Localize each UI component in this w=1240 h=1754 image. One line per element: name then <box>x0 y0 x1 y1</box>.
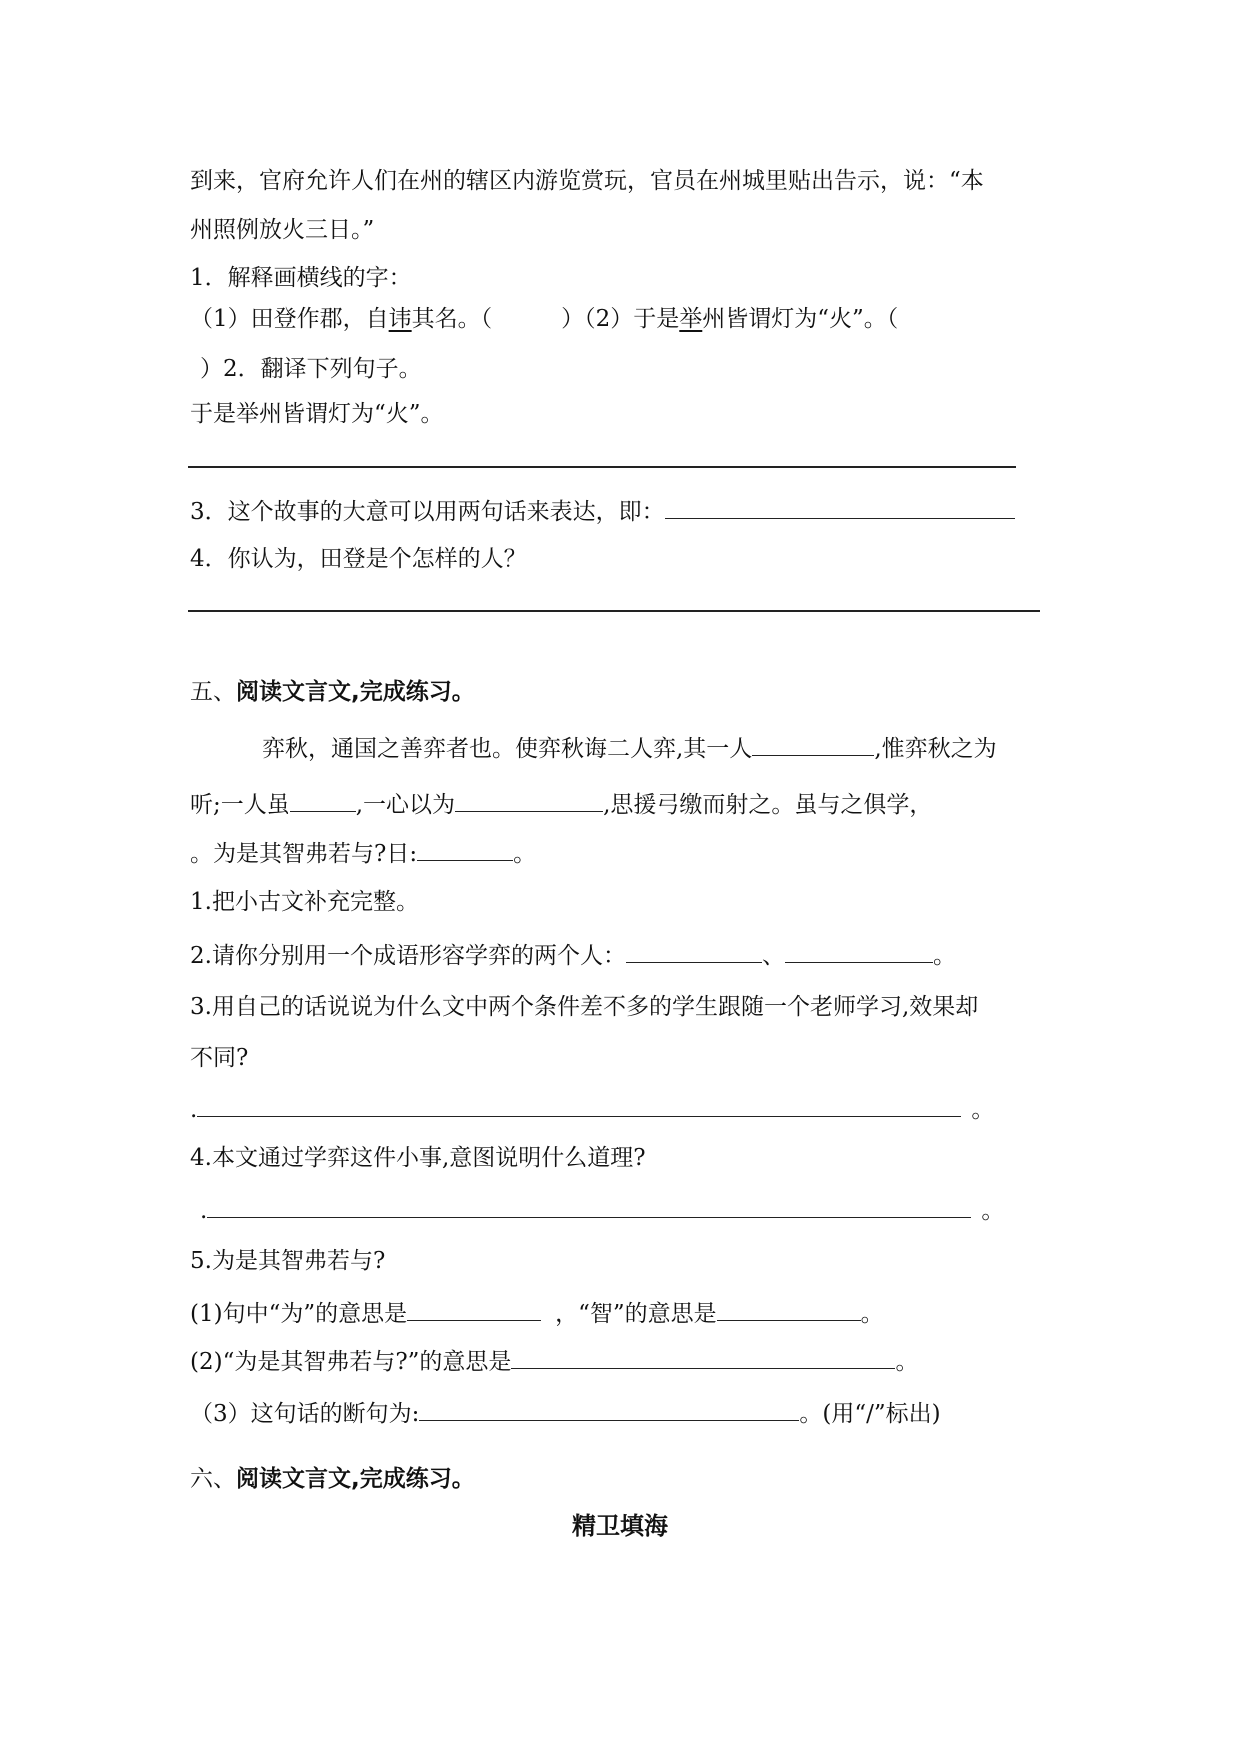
text: (1)句中“为”的意思是 <box>190 1301 408 1327</box>
answer-blank[interactable] <box>785 940 933 963</box>
text: （1）田登作郡，自 <box>190 306 389 332</box>
question-3-cont: 不同? <box>190 1045 249 1071</box>
question-5: 5.为是其智弗若与? <box>190 1248 386 1274</box>
text: 。为是其智弗若与?日: <box>190 841 418 867</box>
text: 州皆谓灯为“火”。（ <box>702 306 899 332</box>
answer-blank[interactable] <box>197 1094 961 1117</box>
text: . <box>200 1198 208 1224</box>
answer-line[interactable] <box>188 610 1040 612</box>
text: ,一心以为 <box>355 792 456 818</box>
text: 。(用“/”标出) <box>799 1401 941 1427</box>
text: 。 <box>513 841 537 867</box>
question-1: 1.把小古文补充完整。 <box>190 889 419 915</box>
question-4: 4．你认为，田登是个怎样的人？ <box>190 546 527 572</box>
text: . <box>190 1097 198 1123</box>
passage-line: 到来，官府允许人们在州的辖区内游览赏玩，官员在州城里贴出告示，说：“本 <box>190 168 984 194</box>
text: ,惟弈秋之为 <box>874 736 997 762</box>
question-1-label: 1．解释画横线的字： <box>190 265 412 291</box>
question-1-items <box>190 304 898 334</box>
text: 。 <box>895 1349 919 1375</box>
text: 2.请你分别用一个成语形容学弈的两个人： <box>190 943 626 969</box>
text: 。 <box>860 1301 884 1327</box>
passage-line <box>190 838 536 869</box>
answer-blank[interactable] <box>419 1398 799 1421</box>
fill-blank[interactable] <box>290 789 356 812</box>
text: 。 <box>981 1198 1005 1224</box>
text: ,思援弓缴而射之。虽与之俱学， <box>603 792 933 818</box>
text: 3．这个故事的大意可以用两句话来表达，即： <box>190 499 665 525</box>
question-5-3 <box>190 1398 941 1429</box>
fill-blank[interactable] <box>417 838 513 861</box>
question-3: 3.用自己的话说说为什么文中两个条件差不多的学生跟随一个老师学习,效果却 <box>190 994 979 1020</box>
text: 弈秋，通国之善弈者也。使弈秋诲二人弈,其一人 <box>262 736 753 762</box>
question-4: 4.本文通过学弈这件小事,意图说明什么道理? <box>190 1145 646 1171</box>
fill-blank[interactable] <box>455 789 603 812</box>
underlined-word: 讳 <box>388 306 412 332</box>
question-3 <box>190 496 1015 527</box>
passage-title: 精卫填海 <box>572 1512 668 1540</box>
section-5-heading <box>190 677 475 707</box>
section-6-heading <box>190 1464 475 1494</box>
answer-row <box>200 1195 1004 1226</box>
passage-line: 州照例放火三日。” <box>190 217 375 243</box>
answer-row <box>190 1094 994 1125</box>
text: 其名。（ ）（2）于是 <box>411 306 680 332</box>
text: 、 <box>761 943 785 969</box>
underlined-word: 举 <box>679 306 703 332</box>
text: 。 <box>971 1097 995 1123</box>
question-5-1 <box>190 1298 884 1329</box>
passage-line <box>190 789 932 820</box>
answer-blank[interactable] <box>511 1346 895 1369</box>
answer-line[interactable] <box>188 466 1016 468</box>
section-number: 五、 <box>190 679 236 705</box>
section-title: 阅读文言文,完成练习。 <box>236 679 475 705</box>
answer-blank[interactable] <box>207 1195 971 1218</box>
answer-blank[interactable] <box>717 1298 861 1321</box>
answer-blank[interactable] <box>407 1298 541 1321</box>
passage-line <box>262 733 997 764</box>
question-5-2 <box>190 1346 918 1377</box>
text: (2)“为是其智弗若与?”的意思是 <box>190 1349 512 1375</box>
answer-blank[interactable] <box>626 940 762 963</box>
section-number: 六、 <box>190 1466 236 1492</box>
question-2 <box>190 940 956 971</box>
text: （3）这句话的断句为: <box>190 1401 420 1427</box>
question-2-label: ）2．翻译下列句子。 <box>200 356 422 382</box>
section-title: 阅读文言文,完成练习。 <box>236 1466 475 1492</box>
text: 。 <box>932 943 956 969</box>
text: ，“智”的意思是 <box>555 1301 717 1327</box>
answer-blank[interactable] <box>665 496 1015 519</box>
fill-blank[interactable] <box>752 733 874 756</box>
question-2-sentence: 于是举州皆谓灯为“火”。 <box>190 401 444 427</box>
text: 听;一人虽 <box>190 792 290 818</box>
